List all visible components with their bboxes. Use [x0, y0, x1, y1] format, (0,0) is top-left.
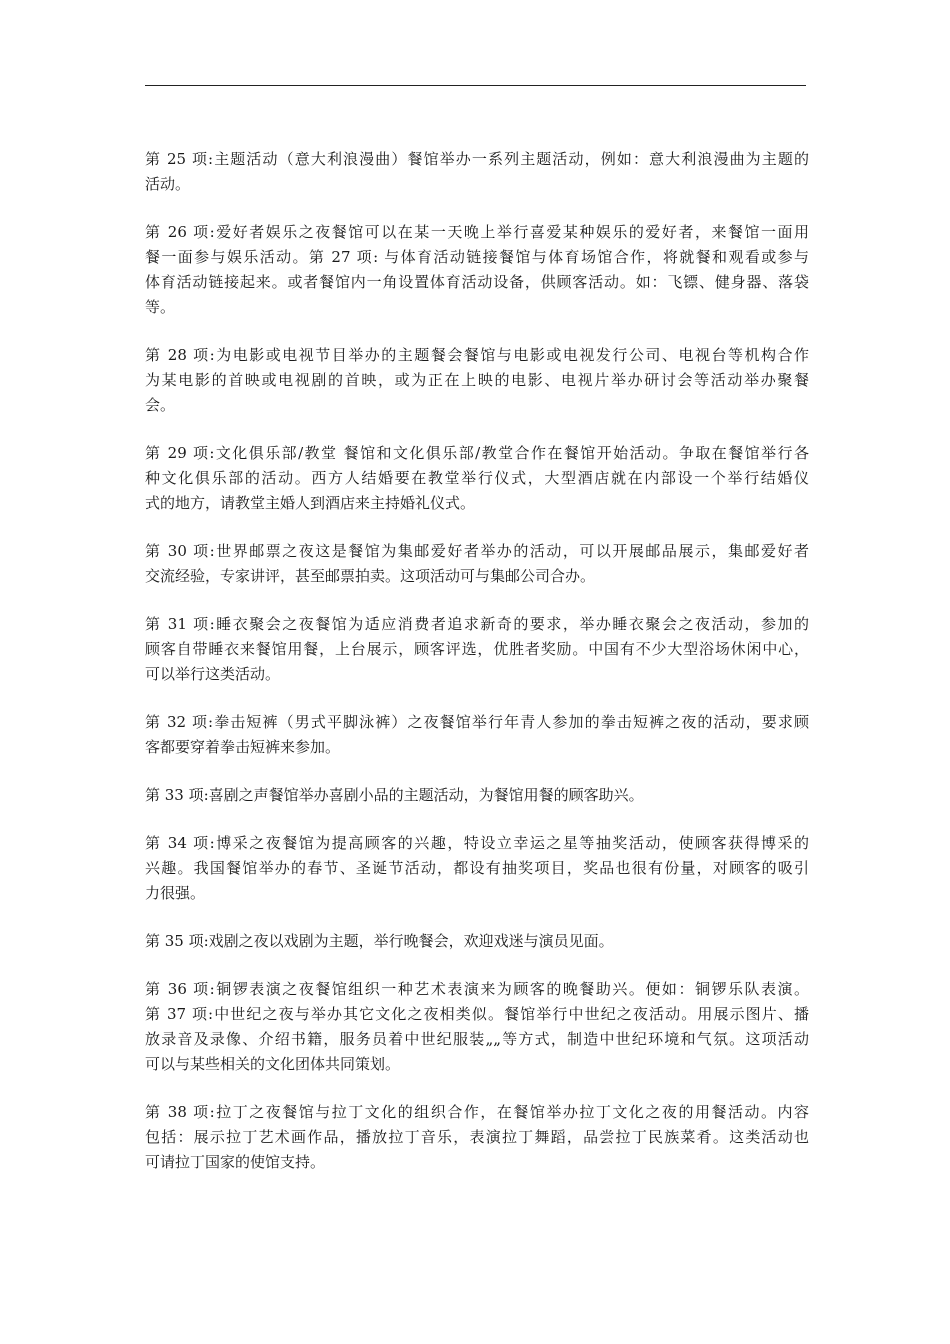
- document-body: [145, 147, 809, 1198]
- text-line: 式的地方，请教堂主婚人到酒店来主持婚礼仪式。: [145, 494, 476, 512]
- paragraph: [145, 612, 809, 687]
- text-line: 第 28 项:为电影或电视节目举办的主题餐会餐馆与电影或电视发行公司、电视台等机构合作: [145, 346, 809, 364]
- paragraph: [145, 1100, 809, 1175]
- text-line: 包括：展示拉丁艺术画作品，播放拉丁音乐，表演拉丁舞蹈，品尝拉丁民族菜肴。这类活动也: [145, 1128, 809, 1146]
- text-line: 力很强。: [145, 884, 206, 902]
- text-line: 等。: [145, 298, 176, 316]
- text-line: 第 32 项:拳击短裤（男式平脚泳裤）之夜餐馆举行年青人参加的拳击短裤之夜的活动，要求顾: [145, 713, 809, 731]
- text-line: 种文化俱乐部的活动。西方人结婚要在教堂举行仪式，大型酒店就在内部设一个举行结婚仪: [145, 469, 809, 487]
- text-line: 餐一面参与娱乐活动。第 27 项: 与体育活动链接餐馆与体育场馆合作，将就餐和观看或参与: [145, 248, 809, 266]
- text-line: 第 35 项:戏剧之夜以戏剧为主题，举行晚餐会，欢迎戏迷与演员见面。: [145, 932, 614, 950]
- paragraph: [145, 441, 809, 516]
- text-line: 放录音及录像、介绍书籍，服务员着中世纪服装„„等方式，制造中世纪环境和气氛。这项活动: [145, 1030, 809, 1048]
- paragraph: [145, 539, 809, 589]
- text-line: 第 36 项:铜锣表演之夜餐馆组织一种艺术表演来为顾客的晚餐助兴。便如：铜锣乐队表演。: [145, 980, 809, 998]
- text-line: 活动。: [145, 175, 191, 193]
- text-line: 第 34 项:博采之夜餐馆为提高顾客的兴趣，特设立幸运之星等抽奖活动，使顾客获得博采的: [145, 834, 809, 852]
- paragraph: [145, 710, 809, 760]
- paragraph: [145, 343, 809, 418]
- text-line: 可以与某些相关的文化团体共同策划。: [145, 1055, 401, 1073]
- text-line: 客都要穿着拳击短裤来参加。: [145, 738, 341, 756]
- text-line: 兴趣。我国餐馆举办的春节、圣诞节活动，都设有抽奖项目，奖品也很有份量，对顾客的吸引: [145, 859, 809, 877]
- text-line: 可以举行这类活动。: [145, 665, 281, 683]
- text-line: 交流经验，专家讲评，甚至邮票拍卖。这项活动可与集邮公司合办。: [145, 567, 596, 585]
- paragraph: [145, 783, 809, 808]
- text-line: 会。: [145, 396, 176, 414]
- text-line: 第 31 项:睡衣聚会之夜餐馆为适应消费者追求新奇的要求，举办睡衣聚会之夜活动，参加的: [145, 615, 809, 633]
- paragraph: [145, 929, 809, 954]
- text-line: 可请拉丁国家的使馆支持。: [145, 1153, 326, 1171]
- text-line: 第 30 项:世界邮票之夜这是餐馆为集邮爱好者举办的活动，可以开展邮品展示，集邮爱好者: [145, 542, 809, 560]
- text-line: 顾客自带睡衣来餐馆用餐，上台展示，顾客评选，优胜者奖励。中国有不少大型浴场休闲中心，: [145, 640, 809, 658]
- text-line: 第 26 项:爱好者娱乐之夜餐馆可以在某一天晚上举行喜爱某种娱乐的爱好者，来餐馆一面用: [145, 223, 809, 241]
- text-line: 体育活动链接起来。或者餐馆内一角设置体育活动设备，供顾客活动。如：飞镖、健身器、落袋: [145, 273, 809, 291]
- text-line: 为某电影的首映或电视剧的首映，或为正在上映的电影、电视片举办研讨会等活动举办聚餐: [145, 371, 809, 389]
- paragraph: [145, 831, 809, 906]
- paragraph: [145, 977, 809, 1077]
- text-line: 第 37 项:中世纪之夜与举办其它文化之夜相类似。餐馆举行中世纪之夜活动。用展示图片、播: [145, 1005, 809, 1023]
- text-line: 第 38 项:拉丁之夜餐馆与拉丁文化的组织合作，在餐馆举办拉丁文化之夜的用餐活动。内容: [145, 1103, 809, 1121]
- paragraph: [145, 220, 809, 320]
- text-line: 第 25 项:主题活动（意大利浪漫曲）餐馆举办一系列主题活动，例如：意大利浪漫曲为主题的: [145, 150, 809, 168]
- paragraph: [145, 147, 809, 197]
- text-line: 第 29 项:文化俱乐部/教堂 餐馆和文化俱乐部/教堂合作在餐馆开始活动。争取在餐馆举行各: [145, 444, 809, 462]
- text-line: 第 33 项:喜剧之声餐馆举办喜剧小品的主题活动，为餐馆用餐的顾客助兴。: [145, 786, 644, 804]
- header-rule: [145, 85, 806, 86]
